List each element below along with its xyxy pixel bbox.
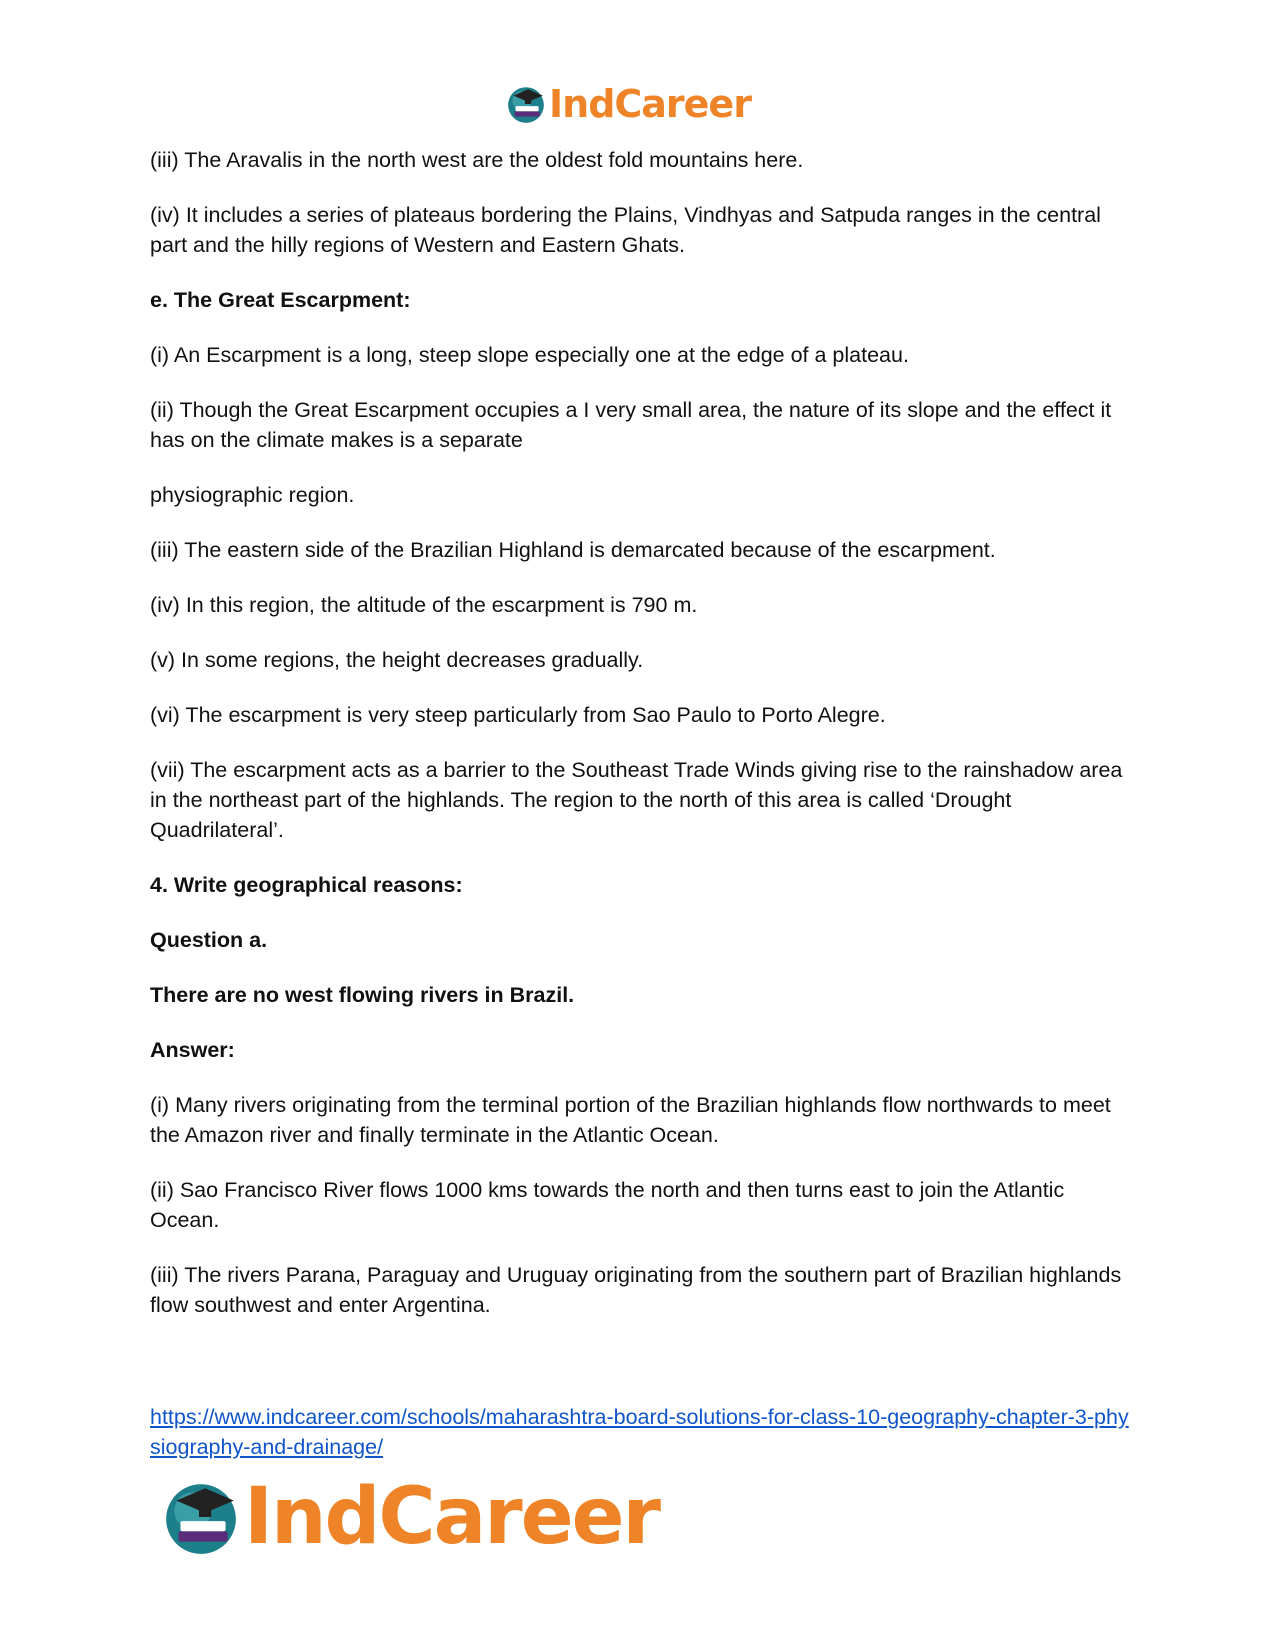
graduation-globe-icon: [160, 1476, 242, 1558]
paragraph: (iii) The Aravalis in the north west are the oldest fold mountains here.: [150, 148, 804, 172]
paragraph: (i) An Escarpment is a long, steep slope especially one at the edge of a plateau.: [150, 343, 909, 367]
section-heading: Question a.: [150, 928, 268, 952]
paragraph: (vi) The escarpment is very steep particularly from Sao Paulo to Porto Alegre.: [150, 703, 886, 727]
section-heading: 4. Write geographical reasons:: [150, 873, 463, 897]
graduation-globe-icon: [505, 83, 547, 125]
header-logo: [505, 82, 751, 126]
paragraph: (i) Many rivers originating from the terminal portion of the Brazilian highlands flow northwards to meet the Amazon river and finally terminate in the Atlantic Ocean.: [150, 1093, 1111, 1147]
source-url-link[interactable]: https://www.indcareer.com/schools/maharashtra-board-solutions-for-class-10-geography-chapter-3-physiography-and-drainage/: [150, 1405, 1129, 1459]
brand-wordmark: IndCareer: [244, 1472, 659, 1562]
paragraph: (v) In some regions, the height decreases gradually.: [150, 648, 644, 672]
footer-logo: [160, 1472, 659, 1562]
paragraph: (iii) The rivers Parana, Paraguay and Uruguay originating from the southern part of Brazilian highlands flow southwest and enter Argentina.: [150, 1263, 1122, 1317]
paragraph: (iii) The eastern side of the Brazilian Highland is demarcated because of the escarpment.: [150, 538, 996, 562]
brand-wordmark: IndCareer: [549, 82, 751, 126]
section-heading: Answer:: [150, 1038, 235, 1062]
section-heading: There are no west flowing rivers in Brazil.: [150, 983, 575, 1007]
paragraph: (ii) Though the Great Escarpment occupies a I very small area, the nature of its slope and the effect it has on the climate makes is a separate: [150, 398, 1112, 452]
paragraph: (ii) Sao Francisco River flows 1000 kms towards the north and then turns east to join the Atlantic Ocean.: [150, 1178, 1065, 1232]
paragraph: (iv) In this region, the altitude of the escarpment is 790 m.: [150, 593, 698, 617]
paragraph: (iv) It includes a series of plateaus bordering the Plains, Vindhyas and Satpuda ranges in the central part and the hilly regions of Western and Eastern Ghats.: [150, 203, 1101, 257]
paragraph: (vii) The escarpment acts as a barrier to the Southeast Trade Winds giving rise to the rainshadow area in the northeast part of the highlands. The region to the north of this area is called ‘Drought Quadrilateral’.: [150, 758, 1123, 842]
paragraph: physiographic region.: [150, 483, 355, 507]
section-heading: e. The Great Escarpment:: [150, 288, 411, 312]
document-body: [150, 145, 1130, 1320]
